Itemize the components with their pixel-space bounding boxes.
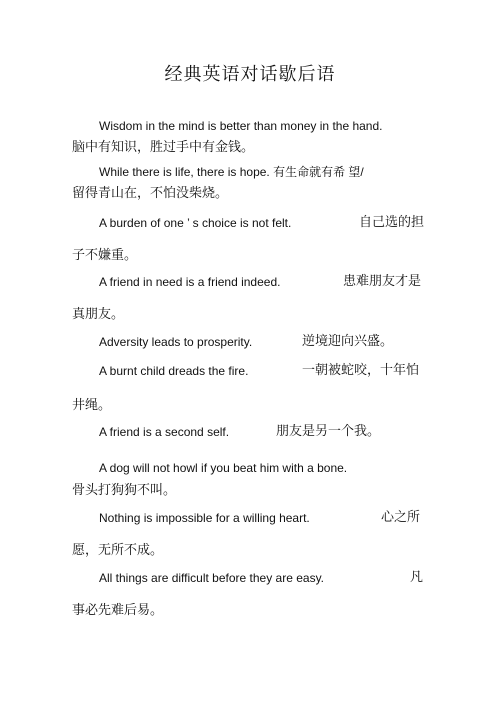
proverb-10-chinese-end: 事必先难后易。 (72, 603, 164, 618)
proverb-9-chinese-start: 心之所 (381, 510, 421, 525)
proverb-8-chinese: 骨头打狗狗不叫。 (72, 483, 177, 498)
proverb-5-english: Adversity leads to prosperity. (99, 335, 253, 349)
proverb-7-chinese: 朋友是另一个我。 (276, 424, 381, 439)
proverb-8-english: A dog will not howl if you beat him with a bone. (99, 461, 348, 475)
proverb-9-chinese-end: 愿，无所不成。 (72, 543, 164, 558)
proverb-3-chinese-start: 自己选的担 (359, 215, 425, 230)
proverb-10-chinese-start: 凡 (410, 570, 424, 585)
proverb-2-english: While there is life, there is hope. 有生命就有希 望/ (99, 165, 364, 179)
proverb-1-chinese: 脑中有知识，胜过手中有金钱。 (72, 140, 255, 155)
proverb-4-chinese-end: 真朋友。 (72, 307, 125, 322)
proverb-10-english: All things are difficult before they are easy. (99, 571, 325, 585)
proverb-9-english: Nothing is impossible for a willing heart. (99, 511, 310, 525)
proverb-4-english: A friend in need is a friend indeed. (99, 275, 281, 289)
proverb-3-chinese-end: 子不嫌重。 (72, 248, 138, 263)
proverb-2-chinese: 留得青山在，不怕没柴烧。 (72, 186, 229, 201)
proverb-4-chinese-start: 患难朋友才是 (343, 274, 422, 289)
proverb-6-chinese-start: 一朝被蛇咬，十年怕 (302, 363, 420, 378)
proverb-7-english: A friend is a second self. (99, 425, 230, 439)
page-title: 经典英语对话歇后语 (164, 64, 336, 85)
proverb-3-english: A burden of one ’ s choice is not felt. (99, 216, 292, 230)
proverb-6-english: A burnt child dreads the fire. (99, 364, 249, 378)
proverb-6-chinese-end: 井绳。 (72, 398, 112, 413)
proverb-5-chinese: 逆境迎向兴盛。 (302, 334, 394, 349)
proverb-1-english: Wisdom in the mind is better than money in the hand. (99, 119, 383, 133)
